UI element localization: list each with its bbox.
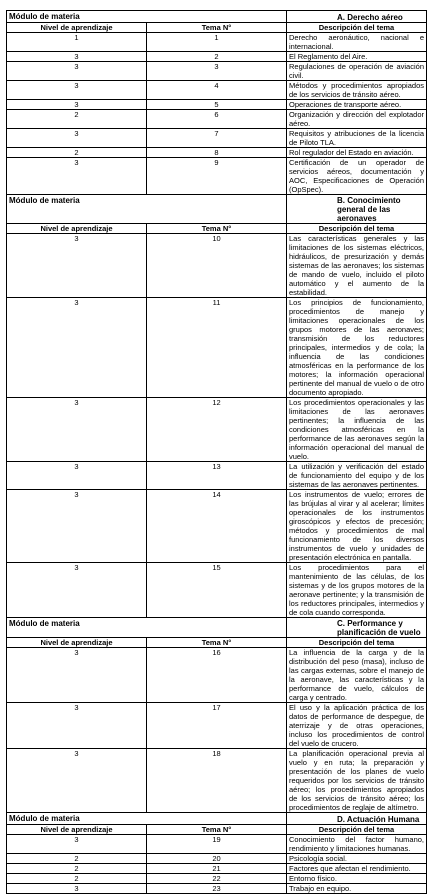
module-label: Módulo de materia bbox=[7, 618, 287, 638]
header-topic: Tema N° bbox=[147, 638, 287, 648]
topic-cell: 13 bbox=[147, 462, 287, 490]
module-header-row bbox=[7, 11, 427, 23]
table-row bbox=[7, 874, 427, 884]
level-cell: 3 bbox=[7, 648, 147, 703]
table-row bbox=[7, 398, 427, 462]
level-cell: 2 bbox=[7, 874, 147, 884]
header-topic: Tema N° bbox=[147, 23, 287, 33]
table-row bbox=[7, 563, 427, 618]
description-cell: Los instrumentos de vuelo; errores de las brújulas al virar y al acelerar; límites operacionales de los instrumentos giroscópicos y efectos de precesión; métodos y procedimientos de mal funcionamiento de los diversos instrumentos de vuelo y unidades de presentación electrónica en pantalla. bbox=[287, 490, 427, 563]
column-header-row bbox=[7, 825, 427, 835]
table-row bbox=[7, 864, 427, 874]
module-label: Módulo de materia bbox=[7, 813, 287, 825]
level-cell: 2 bbox=[7, 854, 147, 864]
level-cell: 3 bbox=[7, 884, 147, 894]
table-row bbox=[7, 62, 427, 81]
description-cell: Organización y dirección del explotador aéreo. bbox=[287, 110, 427, 129]
table-row bbox=[7, 81, 427, 100]
curriculum-table-body bbox=[7, 11, 427, 894]
table-row bbox=[7, 703, 427, 749]
table-row bbox=[7, 158, 427, 195]
header-topic: Tema N° bbox=[147, 825, 287, 835]
description-cell: Conocimiento del factor humano, rendimiento y limitaciones humanas. bbox=[287, 835, 427, 854]
table-row bbox=[7, 129, 427, 148]
description-cell: Derecho aeronáutico, nacional e internacional. bbox=[287, 33, 427, 52]
topic-cell: 18 bbox=[147, 749, 287, 813]
table-row bbox=[7, 33, 427, 52]
table-row bbox=[7, 234, 427, 298]
topic-cell: 17 bbox=[147, 703, 287, 749]
topic-cell: 1 bbox=[147, 33, 287, 52]
topic-cell: 14 bbox=[147, 490, 287, 563]
table-row bbox=[7, 884, 427, 894]
topic-cell: 4 bbox=[147, 81, 287, 100]
module-header-row bbox=[7, 813, 427, 825]
table-row bbox=[7, 648, 427, 703]
description-cell: Las características generales y las limitaciones de los sistemas eléctricos, hidráulicos, de presurización y demás sistemas de las aeronaves; los sistemas de mando de vuelo, incluido el piloto automático y el aumento de la estabilidad. bbox=[287, 234, 427, 298]
header-description: Descripción del tema bbox=[287, 825, 427, 835]
module-label: Módulo de materia bbox=[7, 195, 287, 224]
level-cell: 3 bbox=[7, 563, 147, 618]
header-level: Nivel de aprendizaje bbox=[7, 638, 147, 648]
table-row bbox=[7, 749, 427, 813]
topic-cell: 8 bbox=[147, 148, 287, 158]
section-title: D. Actuación Humana bbox=[287, 813, 427, 825]
header-description: Descripción del tema bbox=[287, 638, 427, 648]
table-row bbox=[7, 148, 427, 158]
level-cell: 3 bbox=[7, 52, 147, 62]
level-cell: 3 bbox=[7, 462, 147, 490]
table-row bbox=[7, 110, 427, 129]
level-cell: 3 bbox=[7, 81, 147, 100]
header-description: Descripción del tema bbox=[287, 23, 427, 33]
table-row bbox=[7, 854, 427, 864]
level-cell: 2 bbox=[7, 148, 147, 158]
level-cell: 3 bbox=[7, 703, 147, 749]
level-cell: 3 bbox=[7, 749, 147, 813]
topic-cell: 5 bbox=[147, 100, 287, 110]
table-row bbox=[7, 835, 427, 854]
level-cell: 3 bbox=[7, 234, 147, 298]
description-cell: Requisitos y atribuciones de la licencia de Piloto TLA. bbox=[287, 129, 427, 148]
section-title: B. Conocimiento general de las aeronaves bbox=[287, 195, 427, 224]
topic-cell: 10 bbox=[147, 234, 287, 298]
level-cell: 3 bbox=[7, 490, 147, 563]
topic-cell: 23 bbox=[147, 884, 287, 894]
header-level: Nivel de aprendizaje bbox=[7, 825, 147, 835]
description-cell: Entorno físico. bbox=[287, 874, 427, 884]
level-cell: 1 bbox=[7, 33, 147, 52]
table-row bbox=[7, 298, 427, 398]
module-header-row bbox=[7, 618, 427, 638]
topic-cell: 21 bbox=[147, 864, 287, 874]
topic-cell: 15 bbox=[147, 563, 287, 618]
description-cell: Regulaciones de operación de aviación civil. bbox=[287, 62, 427, 81]
section-title: A. Derecho aéreo bbox=[287, 11, 427, 23]
level-cell: 3 bbox=[7, 100, 147, 110]
header-level: Nivel de aprendizaje bbox=[7, 23, 147, 33]
topic-cell: 2 bbox=[147, 52, 287, 62]
topic-cell: 22 bbox=[147, 874, 287, 884]
level-cell: 3 bbox=[7, 835, 147, 854]
topic-cell: 7 bbox=[147, 129, 287, 148]
description-cell: Psicología social. bbox=[287, 854, 427, 864]
table-row bbox=[7, 490, 427, 563]
topic-cell: 6 bbox=[147, 110, 287, 129]
description-cell: Factores que afectan el rendimiento. bbox=[287, 864, 427, 874]
description-cell: Trabajo en equipo. bbox=[287, 884, 427, 894]
topic-cell: 12 bbox=[147, 398, 287, 462]
topic-cell: 19 bbox=[147, 835, 287, 854]
description-cell: Operaciones de transporte aéreo. bbox=[287, 100, 427, 110]
level-cell: 3 bbox=[7, 398, 147, 462]
description-cell: Certificación de un operador de servicios aéreos, documentación y AOC, Especificaciones de Operación (OpSpec). bbox=[287, 158, 427, 195]
section-title: C. Performance y planificación de vuelo bbox=[287, 618, 427, 638]
module-header-row bbox=[7, 195, 427, 224]
column-header-row bbox=[7, 23, 427, 33]
level-cell: 3 bbox=[7, 129, 147, 148]
column-header-row bbox=[7, 224, 427, 234]
header-topic: Tema N° bbox=[147, 224, 287, 234]
header-description: Descripción del tema bbox=[287, 224, 427, 234]
column-header-row bbox=[7, 638, 427, 648]
description-cell: Los procedimientos operacionales y las limitaciones de las aeronaves pertinentes; la influencia de las condiciones atmosféricas en la performance de las aeronaves según la información operacional del manual de vuelo. bbox=[287, 398, 427, 462]
description-cell: Los procedimientos para el mantenimiento de las células, de los sistemas y de los grupos motores de la aeronave pertinente; y la transmisión de los reductores principales, intermedios y de cola cuando corresponda. bbox=[287, 563, 427, 618]
topic-cell: 20 bbox=[147, 854, 287, 864]
topic-cell: 9 bbox=[147, 158, 287, 195]
topic-cell: 3 bbox=[147, 62, 287, 81]
topic-cell: 16 bbox=[147, 648, 287, 703]
table-row bbox=[7, 462, 427, 490]
table-row bbox=[7, 52, 427, 62]
module-label: Módulo de materia bbox=[7, 11, 287, 23]
description-cell: La planificación operacional previa al vuelo y en ruta; la preparación y presentación de los planes de vuelo requeridos por los servicios de tránsito aéreo; los procedimientos apropiados de los servicios de tránsito aéreo; los procedimientos de reglaje de altímetro. bbox=[287, 749, 427, 813]
description-cell: La influencia de la carga y de la distribución del peso (masa), incluso de las cargas externas, sobre el manejo de la aeronave, las características y la performance de vuelo, cálculos de carga y centrado. bbox=[287, 648, 427, 703]
level-cell: 2 bbox=[7, 110, 147, 129]
description-cell: El uso y la aplicación práctica de los datos de performance de despegue, de aterrizaje y de otras operaciones, incluso los procedimientos de control del vuelo de crucero. bbox=[287, 703, 427, 749]
description-cell: Los principios de funcionamiento, procedimientos de manejo y limitaciones operacionales de los grupos motores de las aeronaves; transmisión de los reductores principales, intermedios y de cola; la influencia de las condiciones atmosféricas en la performance de los motores; la información operacional pertinente del manual de vuelo o de otro documento apropiado. bbox=[287, 298, 427, 398]
description-cell: Rol regulador del Estado en aviación. bbox=[287, 148, 427, 158]
description-cell: La utilización y verificación del estado de funcionamiento del equipo y de los sistemas de las aeronaves pertinentes. bbox=[287, 462, 427, 490]
level-cell: 3 bbox=[7, 62, 147, 81]
level-cell: 3 bbox=[7, 298, 147, 398]
header-level: Nivel de aprendizaje bbox=[7, 224, 147, 234]
table-row bbox=[7, 100, 427, 110]
level-cell: 3 bbox=[7, 158, 147, 195]
description-cell: Métodos y procedimientos apropiados de los servicios de tránsito aéreo. bbox=[287, 81, 427, 100]
level-cell: 2 bbox=[7, 864, 147, 874]
description-cell: El Reglamento del Aire. bbox=[287, 52, 427, 62]
curriculum-table bbox=[6, 10, 427, 894]
topic-cell: 11 bbox=[147, 298, 287, 398]
